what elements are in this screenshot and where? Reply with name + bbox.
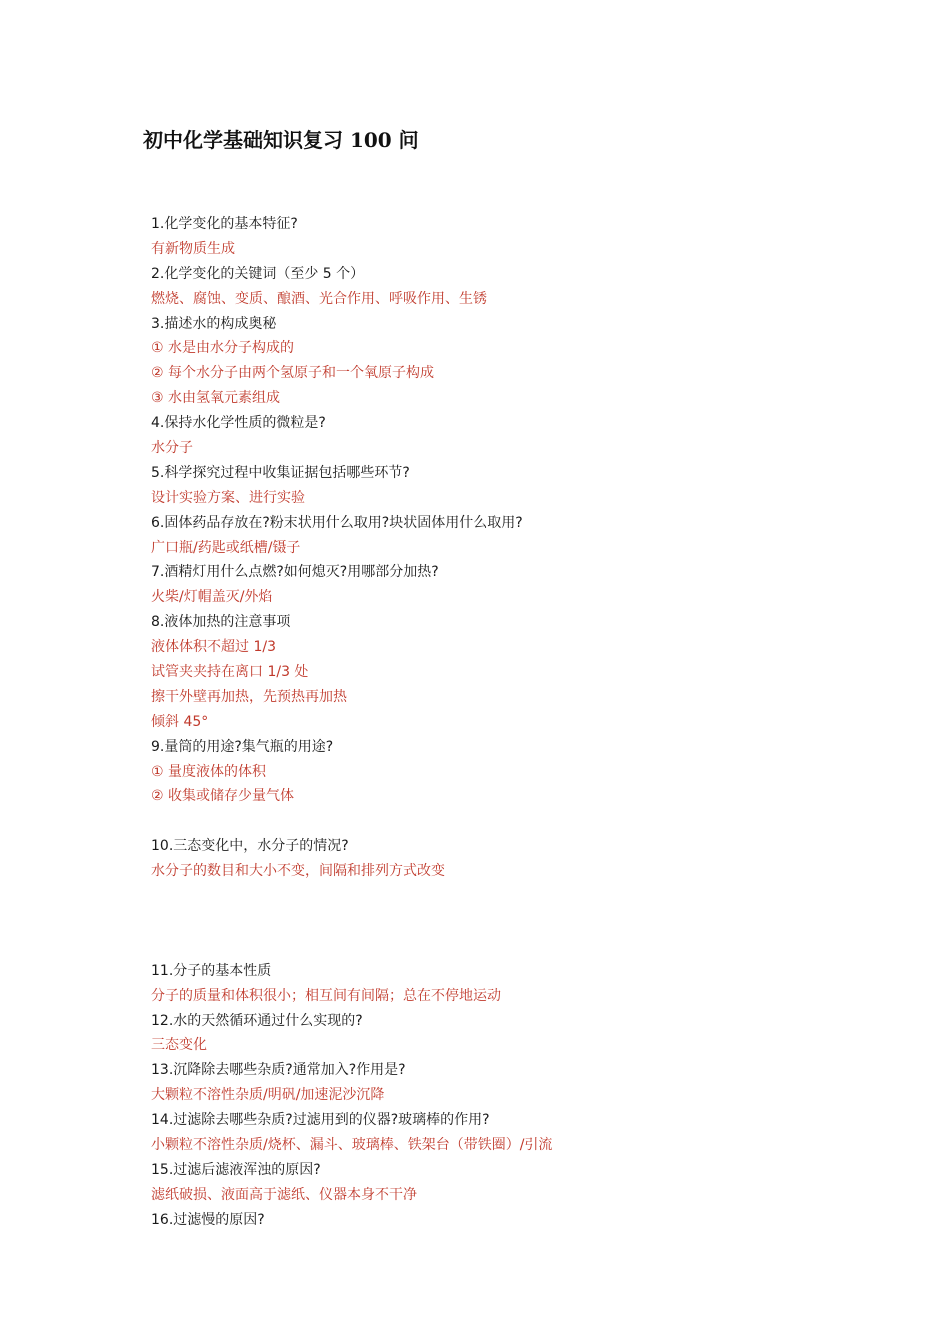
answer-line: 擦干外壁再加热，先预热再加热 [151,688,347,705]
question-line: 14.过滤除去哪些杂质?过滤用到的仪器?玻璃棒的作用? [151,1112,490,1129]
answer-line: ③ 水由氢氧元素组成 [151,390,281,407]
answer-line: 滤纸破损、液面高于滤纸、仪器本身不干净 [151,1186,417,1203]
spacer [151,809,871,834]
answer-line: 有新物质生成 [151,240,235,257]
spacer [151,884,871,909]
answer-line: ② 收集或储存少量气体 [151,788,295,805]
answer-line: 三态变化 [151,1037,207,1054]
question-line: 13.沉降除去哪些杂质?通常加入?作用是? [151,1062,406,1079]
answer-line: ② 每个水分子由两个氢原子和一个氧原子构成 [151,365,434,382]
answer-line: 火柴/灯帽盖灭/外焰 [151,589,273,606]
question-line: 15.过滤后滤液浑浊的原因? [151,1161,321,1178]
answer-line: 设计实验方案、进行实验 [151,489,305,506]
qa-list [151,212,871,1233]
answer-line: 燃烧、腐蚀、变质、酿酒、光合作用、呼吸作用、生锈 [151,290,487,307]
question-line: 1.化学变化的基本特征? [151,216,298,232]
answer-line: 大颗粒不溶性杂质/明矾/加速泥沙沉降 [151,1087,385,1104]
question-line: 11.分子的基本性质 [151,962,272,979]
answer-line: 广口瓶/药匙或纸槽/镊子 [151,539,301,556]
question-line: 5.科学探究过程中收集证据包括哪些环节? [151,464,410,481]
question-line: 3.描述水的构成奥秘 [151,315,277,332]
question-line: 10.三态变化中，水分子的情况? [151,838,349,855]
answer-line: 试管夹夹持在离口 1/3 处 [151,664,309,681]
question-line: 8.液体加热的注意事项 [151,614,291,631]
answer-line: 小颗粒不溶性杂质/烧杯、漏斗、玻璃棒、铁架台（带铁圈）/引流 [151,1136,553,1153]
answer-line: ① 水是由水分子构成的 [151,340,295,357]
answer-line: 倾斜 45° [151,713,209,730]
question-line: 4.保持水化学性质的微粒是? [151,415,326,432]
page-title: 初中化学基础知识复习 100 问 [143,128,419,152]
question-line: 7.酒精灯用什么点燃?如何熄灭?用哪部分加热? [151,564,439,581]
answer-line: 液体体积不超过 1/3 [151,639,276,656]
question-line: 16.过滤慢的原因? [151,1211,265,1228]
answer-line: 分子的质量和体积很小；相互间有间隔；总在不停地运动 [151,987,501,1004]
spacer [151,909,871,934]
answer-line: ① 量度液体的体积 [151,763,267,780]
question-line: 6.固体药品存放在?粉末状用什么取用?块状固体用什么取用? [151,514,523,531]
question-line: 2.化学变化的关键词（至少 5 个） [151,265,365,282]
spacer [151,934,871,959]
question-line: 9.量筒的用途?集气瓶的用途? [151,738,334,755]
question-line: 12.水的天然循环通过什么实现的? [151,1012,363,1029]
answer-line: 水分子 [151,440,193,457]
answer-line: 水分子的数目和大小不变，间隔和排列方式改变 [151,863,445,880]
